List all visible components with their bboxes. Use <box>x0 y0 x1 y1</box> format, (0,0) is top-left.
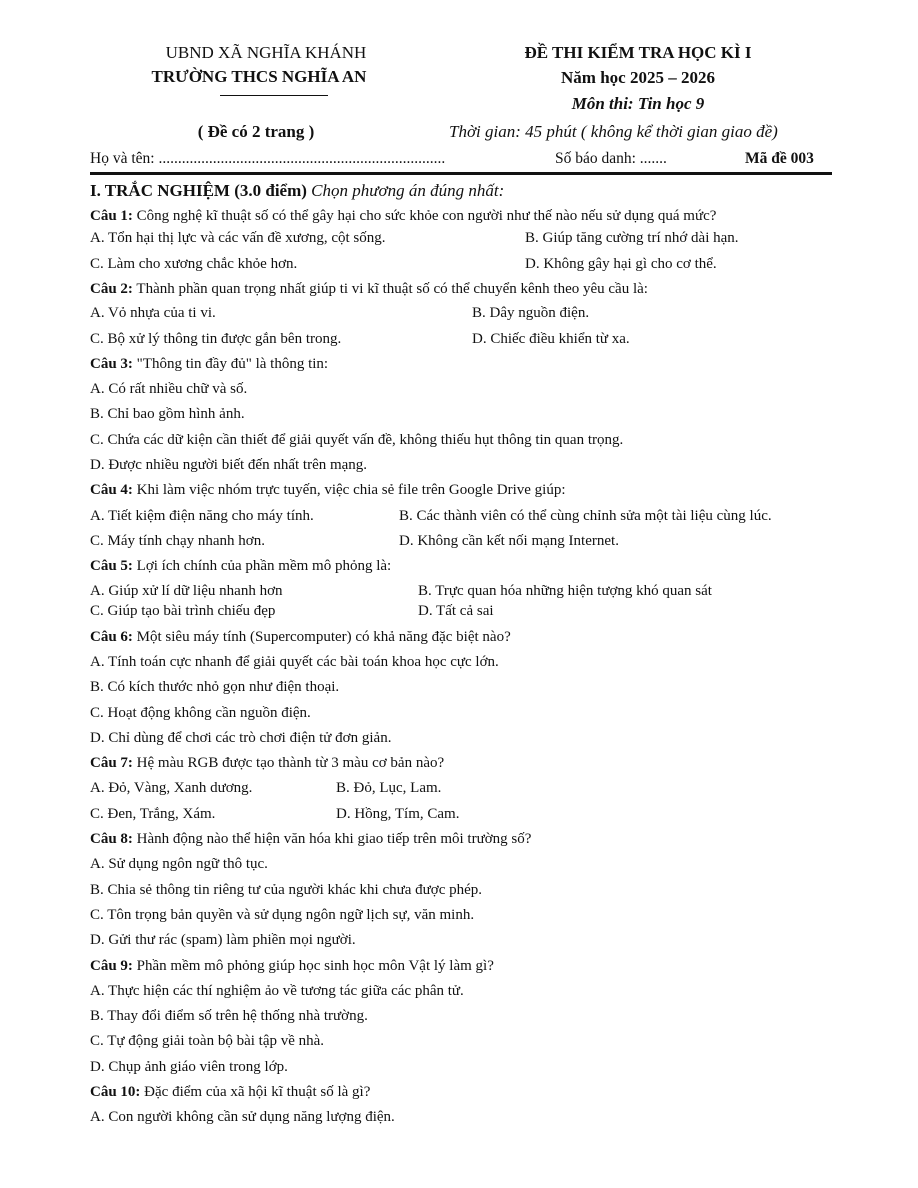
header-underline <box>220 95 328 96</box>
question-stem <box>90 280 648 298</box>
school-year: Năm học 2025 – 2026 <box>561 68 715 87</box>
question-text: Hành động nào thể hiện văn hóa khi giao tiếp trên môi trường số? <box>136 831 532 847</box>
answer-option[interactable]: A. Đỏ, Vàng, Xanh dương. <box>90 780 253 796</box>
section-heading <box>90 180 504 202</box>
question-label: Câu 10: <box>90 1084 141 1100</box>
question-label: Câu 7: <box>90 755 133 771</box>
question-label: Câu 1: <box>90 208 133 224</box>
answer-option[interactable]: C. Chứa các dữ kiện cần thiết để giải quyết vấn đề, không thiếu hụt thông tin quan trọng. <box>90 432 624 448</box>
answer-option[interactable]: B. Chia sẻ thông tin riêng tư của người khác khi chưa được phép. <box>90 882 483 898</box>
question-stem <box>90 830 531 848</box>
question-label: Câu 6: <box>90 629 133 645</box>
question-stem <box>90 628 511 646</box>
student-name-field: Họ và tên: .......................................................................... <box>90 150 446 167</box>
answer-option[interactable]: C. Làm cho xương chắc khỏe hơn. <box>90 256 298 272</box>
answer-option[interactable]: A. Vỏ nhựa của ti vi. <box>90 305 216 321</box>
answer-option[interactable]: D. Gửi thư rác (spam) làm phiền mọi người. <box>90 932 356 948</box>
section-title: I. TRẮC NGHIỆM (3.0 điểm) <box>90 181 307 200</box>
answer-option[interactable]: A. Tổn hại thị lực và các vấn đề xương, cột sống. <box>90 230 386 246</box>
answer-option[interactable]: B. Chỉ bao gồm hình ảnh. <box>90 406 245 422</box>
question-text: Hệ màu RGB được tạo thành từ 3 màu cơ bản nào? <box>136 755 445 771</box>
answer-option[interactable]: D. Không gây hại gì cho cơ thể. <box>525 256 717 272</box>
district-name: UBND XÃ NGHĨA KHÁNH <box>165 43 367 62</box>
question-stem <box>90 1083 370 1101</box>
subject: Môn thi: Tin học 9 <box>571 94 705 113</box>
question-stem <box>90 207 716 225</box>
answer-option[interactable]: B. Giúp tăng cường trí nhớ dài hạn. <box>525 230 739 246</box>
answer-option[interactable]: C. Hoạt động không cần nguồn điện. <box>90 705 311 721</box>
answer-option[interactable]: B. Dây nguồn điện. <box>472 305 590 321</box>
answer-option[interactable]: D. Chỉ dùng để chơi các trò chơi điện tử đơn giản. <box>90 730 392 746</box>
answer-option[interactable]: D. Chiếc điều khiển từ xa. <box>472 331 630 347</box>
exam-code: Mã đề 003 <box>745 150 814 167</box>
pages-note: ( Đề có 2 trang ) <box>197 122 315 141</box>
question-stem <box>90 754 444 772</box>
answer-option[interactable]: C. Bộ xử lý thông tin được gắn bên trong. <box>90 331 342 347</box>
answer-option[interactable]: A. Thực hiện các thí nghiệm ảo về tương tác giữa các phân tử. <box>90 983 464 999</box>
answer-option[interactable]: B. Trực quan hóa những hiện tượng khó quan sát <box>418 583 712 599</box>
question-label: Câu 5: <box>90 558 133 574</box>
answer-option[interactable]: A. Giúp xử lí dữ liệu nhanh hơn <box>90 583 283 599</box>
question-stem <box>90 557 391 575</box>
answer-option[interactable]: D. Không cần kết nối mạng Internet. <box>399 533 619 549</box>
question-label: Câu 2: <box>90 281 133 297</box>
answer-option[interactable]: C. Đen, Trắng, Xám. <box>90 806 216 822</box>
answer-option[interactable]: C. Giúp tạo bài trình chiếu đẹp <box>90 603 276 619</box>
question-stem <box>90 481 566 499</box>
answer-option[interactable]: A. Tiết kiệm điện năng cho máy tính. <box>90 508 314 524</box>
question-text: Công nghệ kĩ thuật số có thể gây hại cho sức khỏe con người như thế nào nếu sử dụng quá mức? <box>136 208 717 224</box>
answer-option[interactable]: D. Hồng, Tím, Cam. <box>336 806 460 822</box>
question-text: Phần mềm mô phỏng giúp học sinh học môn Vật lý làm gì? <box>136 958 494 974</box>
question-text: Thành phần quan trọng nhất giúp ti vi kĩ thuật số có thể chuyển kênh theo yêu cầu là: <box>136 281 648 297</box>
answer-option[interactable]: C. Tôn trọng bản quyền và sử dụng ngôn ngữ lịch sự, văn minh. <box>90 907 475 923</box>
question-label: Câu 4: <box>90 482 133 498</box>
answer-option[interactable]: B. Thay đổi điểm số trên hệ thống nhà trường. <box>90 1008 368 1024</box>
question-text: Đặc điểm của xã hội kĩ thuật số là gì? <box>144 1084 371 1100</box>
question-text: Một siêu máy tính (Supercomputer) có khả năng đặc biệt nào? <box>136 629 511 645</box>
answer-option[interactable]: A. Có rất nhiều chữ và số. <box>90 381 248 397</box>
student-id-field: Số báo danh: ....... <box>555 150 667 167</box>
question-stem <box>90 957 494 975</box>
exam-title: ĐỀ THI KIỂM TRA HỌC KÌ I <box>524 43 752 62</box>
answer-option[interactable]: B. Các thành viên có thể cùng chỉnh sửa một tài liệu cùng lúc. <box>399 508 772 524</box>
section-instruction: Chọn phương án đúng nhất: <box>311 181 505 200</box>
question-text: Khi làm việc nhóm trực tuyến, việc chia sẻ file trên Google Drive giúp: <box>136 482 566 498</box>
answer-option[interactable]: A. Sử dụng ngôn ngữ thô tục. <box>90 856 268 872</box>
question-stem <box>90 355 328 373</box>
answer-option[interactable]: D. Được nhiều người biết đến nhất trên mạng. <box>90 457 368 473</box>
answer-option[interactable]: C. Máy tính chạy nhanh hơn. <box>90 533 265 549</box>
answer-option[interactable]: A. Con người không cần sử dụng năng lượng điện. <box>90 1109 395 1125</box>
answer-option[interactable]: D. Chụp ảnh giáo viên trong lớp. <box>90 1059 288 1075</box>
header-rule <box>90 172 832 175</box>
answer-option[interactable]: B. Đỏ, Lục, Lam. <box>336 780 442 796</box>
question-text: Lợi ích chính của phần mềm mô phỏng là: <box>136 558 392 574</box>
time-note: Thời gian: 45 phút ( không kể thời gian giao đề) <box>449 122 778 141</box>
question-label: Câu 8: <box>90 831 133 847</box>
question-label: Câu 9: <box>90 958 133 974</box>
question-label: Câu 3: <box>90 356 133 372</box>
answer-option[interactable]: C. Tự động giải toàn bộ bài tập về nhà. <box>90 1033 325 1049</box>
answer-option[interactable]: B. Có kích thước nhỏ gọn như điện thoại. <box>90 679 340 695</box>
question-text: "Thông tin đầy đủ" là thông tin: <box>136 356 329 372</box>
school-name: TRƯỜNG THCS NGHĨA AN <box>151 67 367 86</box>
answer-option[interactable]: D. Tất cả sai <box>418 603 494 619</box>
answer-option[interactable]: A. Tính toán cực nhanh để giải quyết các bài toán khoa học cực lớn. <box>90 654 499 670</box>
